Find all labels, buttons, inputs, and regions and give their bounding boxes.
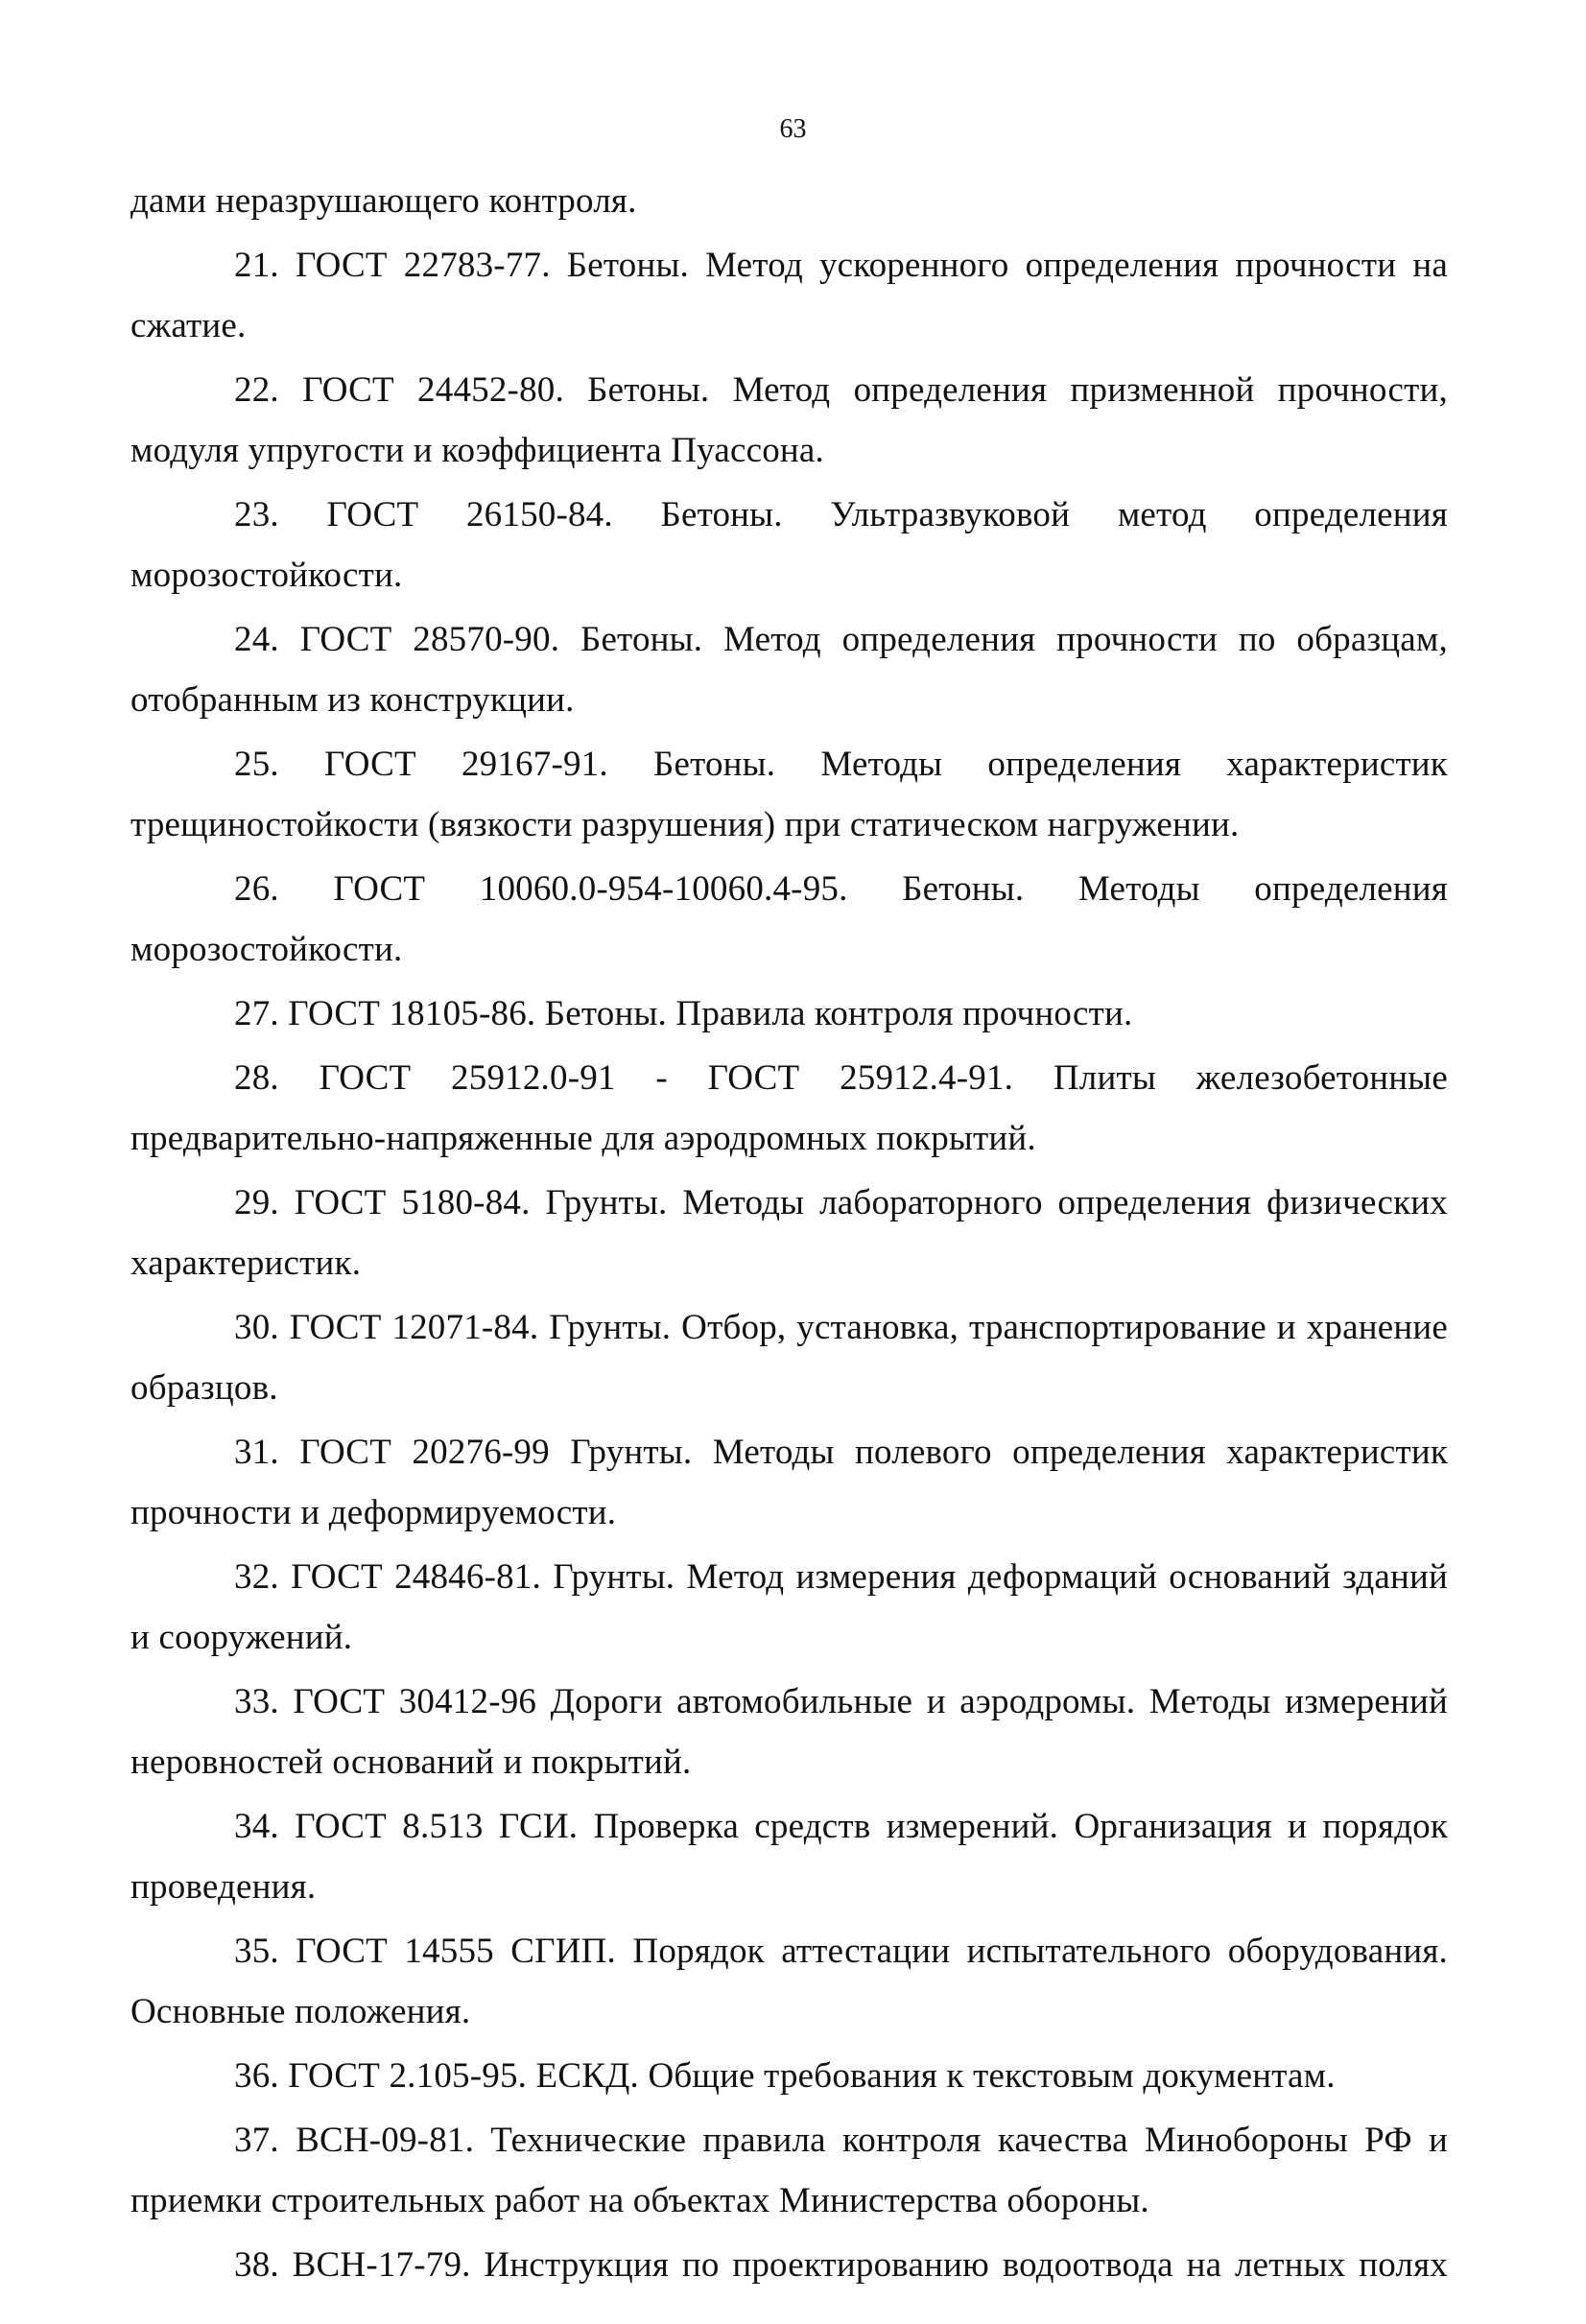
reference-item-34: 34. ГОСТ 8.513 ГСИ. Проверка средств измерений. Организация и порядок проведения. (130, 1807, 1448, 1907)
reference-item-33: 33. ГОСТ 30412-96 Дороги автомобильные и аэродромы. Методы измерений неровностей оснований и покрытий. (130, 1682, 1448, 1782)
continuation-text: дами неразрушающего контроля. (130, 181, 637, 221)
reference-item-24: 24. ГОСТ 28570-90. Бетоны. Метод определения прочности по образцам, отобранным из конструкции. (130, 620, 1448, 720)
reference-item-31: 31. ГОСТ 20276-99 Грунты. Методы полевого определения характеристик прочности и деформируемости. (130, 1433, 1448, 1532)
reference-item-26: 26. ГОСТ 10060.0-954-10060.4-95. Бетоны. Методы определения морозостойкости. (130, 869, 1448, 969)
reference-item-38: 38. ВСН-17-79. Инструкция по проектированию водоотвода на летных полях (234, 2245, 1448, 2285)
reference-item-27: 27. ГОСТ 18105-86. Бетоны. Правила контроля прочности. (234, 994, 1133, 1033)
reference-item-29: 29. ГОСТ 5180-84. Грунты. Методы лабораторного определения физических характеристик. (130, 1183, 1448, 1283)
reference-item-23: 23. ГОСТ 26150-84. Бетоны. Ультразвуковой метод определения морозостойкости. (130, 495, 1448, 595)
reference-item-21: 21. ГОСТ 22783-77. Бетоны. Метод ускоренного определения прочности на сжатие. (130, 246, 1448, 345)
reference-item-35: 35. ГОСТ 14555 СГИП. Порядок аттестации испытательного оборудования. Основные положения. (130, 1932, 1448, 2031)
reference-item-30: 30. ГОСТ 12071-84. Грунты. Отбор, установка, транспортирование и хранение образцов. (130, 1308, 1448, 1408)
reference-item-28: 28. ГОСТ 25912.0-91 - ГОСТ 25912.4-91. Плиты железобетонные предварительно-напряженные для аэродромных покрытий. (130, 1058, 1448, 1158)
reference-item-25: 25. ГОСТ 29167-91. Бетоны. Методы определения характеристик трещиностойкости (вязкости разрушения) при статическом нагружении. (130, 745, 1448, 844)
reference-item-22: 22. ГОСТ 24452-80. Бетоны. Метод определения призменной прочности, модуля упругости и коэффициента Пуассона. (130, 370, 1448, 470)
reference-item-32: 32. ГОСТ 24846-81. Грунты. Метод измерения деформаций оснований зданий и сооружений. (130, 1557, 1448, 1657)
reference-item-36: 36. ГОСТ 2.105-95. ЕСКД. Общие требования к текстовым документам. (234, 2056, 1336, 2096)
document-body (130, 171, 1448, 2299)
reference-item-37: 37. ВСН-09-81. Технические правила контроля качества Минобороны РФ и приемки строительных работ на объектах Министерства обороны. (130, 2121, 1448, 2220)
page-number: 63 (779, 114, 807, 144)
